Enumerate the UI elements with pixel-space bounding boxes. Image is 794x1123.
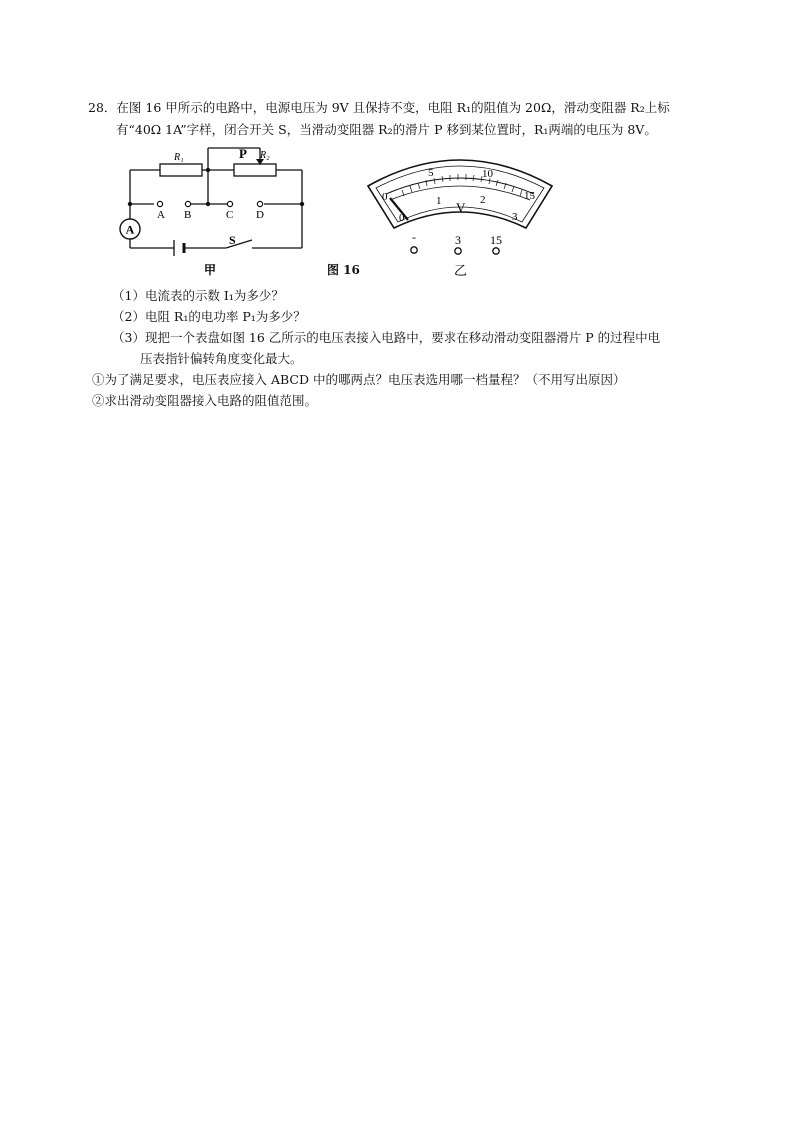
question-stem-line1: 28．在图 16 甲所示的电路中，电源电压为 9V 且保持不变，电阻 R₁的阻值为 20Ω，滑动变阻器 R₂上标 [88, 100, 670, 115]
voltmeter-unit: V [456, 200, 466, 215]
question-stem-line2: 有“40Ω 1A”字样，闭合开关 S，当滑动变阻器 R₂的滑片 P 移到某位置时，R₁两端的电压为 8V。 [116, 122, 657, 137]
terminal-15-label: 15 [490, 233, 502, 247]
point-label-d: D [256, 209, 264, 221]
point-label-a: A [157, 209, 165, 221]
inner-tick-1: 1 [436, 195, 442, 207]
voltmeter-diagram [362, 150, 558, 282]
inner-tick-2: 2 [480, 194, 486, 206]
terminal-c [227, 201, 232, 206]
terminal-minus-label: - [412, 230, 416, 244]
sub-question-2: （2）电阻 R₁的电功率 P₁为多少？ [112, 309, 306, 324]
outer-tick-10: 10 [482, 168, 493, 180]
figure-caption: 图 16 [327, 263, 360, 277]
inner-tick-0: 0 [399, 212, 405, 224]
terminal-a [157, 201, 162, 206]
ammeter-label: A [125, 222, 135, 237]
sub-question-3-line1: （3）现把一个表盘如图 16 乙所示的电压表接入电路中，要求在移动滑动变阻器滑片 P 的过程中电 [112, 330, 661, 345]
switch-label: S [229, 233, 236, 247]
point-label-c: C [226, 209, 234, 221]
part-b: ②求出滑动变阻器接入电路的阻值范围。 [92, 393, 318, 408]
sub-question-1: （1）电流表的示数 I₁为多少？ [112, 288, 284, 303]
circuit-diagram [112, 140, 322, 280]
outer-tick-0: 0 [382, 191, 388, 203]
inner-tick-3: 3 [512, 211, 518, 223]
r1-label: R₁ [174, 152, 184, 163]
sub-question-3-line2: 压表指针偏转角度变化最大。 [140, 351, 303, 366]
outer-tick-15: 15 [524, 190, 535, 202]
terminal-d [257, 201, 262, 206]
r2-label: R₂ [260, 150, 270, 161]
slider-label: P [239, 146, 247, 161]
terminal-15-icon [493, 248, 499, 254]
voltmeter-figure-label: 乙 [454, 263, 468, 278]
terminal-3-icon [455, 248, 461, 254]
terminal-3-label: 3 [455, 233, 461, 247]
terminal-minus-icon [411, 247, 417, 253]
point-label-b: B [184, 209, 192, 221]
part-a: ①为了满足要求，电压表应接入 ABCD 中的哪两点？电压表选用哪一档量程？（不用写出原因） [92, 372, 626, 387]
circuit-figure-label: 甲 [204, 263, 217, 277]
outer-tick-5: 5 [428, 167, 434, 179]
terminal-b [185, 201, 190, 206]
